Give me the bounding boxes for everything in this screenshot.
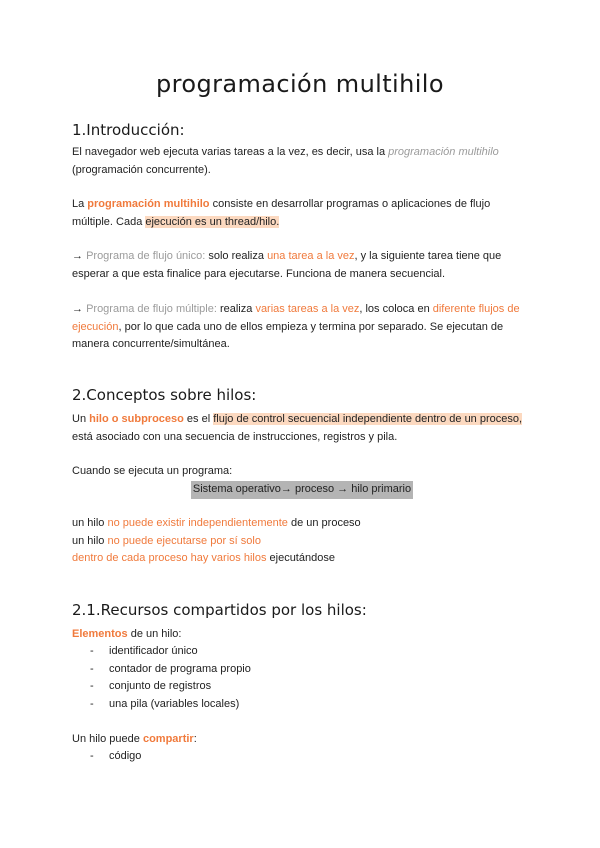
paragraph-ejecucion: Cuando se ejecuta un programa: (72, 465, 233, 477)
flow-sistema-proceso-hilo: Sistema operativo→ proceso → hilo primario (72, 481, 532, 499)
document-title: programación multihilo (156, 70, 444, 98)
list-item: - una pila (variables locales) (72, 696, 532, 714)
compartir-list (72, 748, 532, 766)
section-heading-conceptos: 2.Conceptos sobre hilos: (72, 386, 257, 404)
list-item: - código (72, 748, 532, 766)
paragraph-elementos: Elementos de un hilo: (72, 628, 182, 640)
elementos-list (72, 643, 532, 713)
paragraph-compartir: Un hilo puede compartir: (72, 733, 197, 745)
paragraph-flujo-multiple: → Programa de flujo múltiple: realiza varias tareas a la vez, los coloca en diferente flujos de ejecución, por lo que cada uno de ellos empieza y termina por separado. Se ejecutan de manera concurrente/simultánea. (72, 303, 520, 350)
hilo-rule-2: un hilo no puede ejecutarse por sí solo (72, 534, 261, 547)
list-item: - conjunto de registros (72, 678, 532, 696)
section-heading-recursos: 2.1.Recursos compartidos por los hilos: (72, 601, 367, 619)
section-heading-introduccion: 1.Introducción: (72, 121, 185, 139)
list-item: - identificador único (72, 643, 532, 661)
hilo-rule-3: dentro de cada proceso hay varios hilos ejecutándose (72, 552, 335, 564)
paragraph-intro: El navegador web ejecuta varias tareas a la vez, es decir, usa la programación multihilo (programación concurrente). (72, 146, 499, 176)
list-item: - contador de programa propio (72, 661, 532, 679)
paragraph-definicion: La programación multihilo consiste en desarrollar programas o aplicaciones de flujo múltiple. Cada ejecución es un thread/hilo. (72, 198, 491, 228)
hilo-rules-list (72, 515, 532, 568)
paragraph-flujo-unico: → Programa de flujo único: solo realiza una tarea a la vez, y la siguiente tarea tiene que esperar a que esta finalice para ejecutarse. Funciona de manera secuencial. (72, 250, 502, 280)
paragraph-hilo-definicion: Un hilo o subproceso es el flujo de control secuencial independiente dentro de un proceso, está asociado con una secuencia de instrucciones, registros y pila. (72, 413, 523, 443)
hilo-rule-1: un hilo no puede existir independientemente de un proceso (72, 517, 361, 529)
